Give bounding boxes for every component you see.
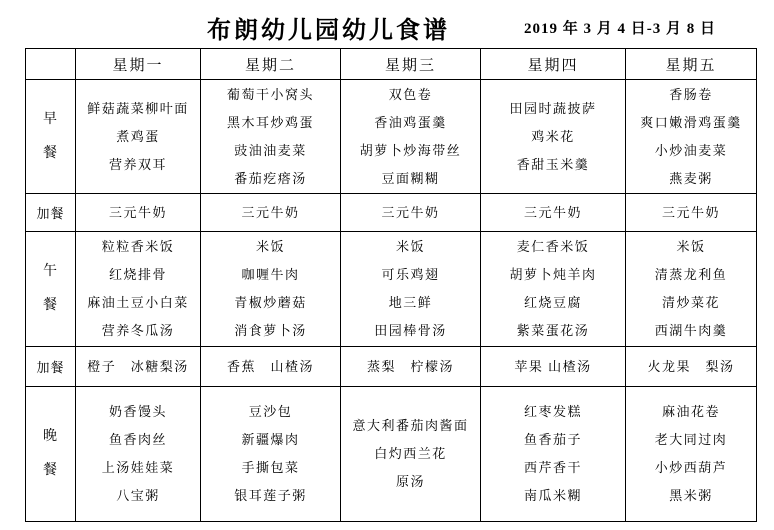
- dish-name: 豉油油麦菜: [234, 142, 307, 158]
- dish-name: 老大同过肉: [654, 432, 728, 447]
- menu-cell: [341, 347, 481, 387]
- menu-row-5: [26, 387, 757, 522]
- dish-name: 豆面糊糊: [381, 170, 440, 186]
- row-label-char: 餐: [43, 298, 58, 313]
- dish-name: 橙子 冰糖梨汤: [87, 358, 189, 374]
- dish-name: 三元牛奶: [108, 204, 167, 220]
- menu-cell: [201, 347, 341, 387]
- menu-row-1: [26, 80, 757, 194]
- menu-cell: [341, 194, 481, 232]
- dish-name: 香蕉 山楂汤: [226, 358, 314, 374]
- dish-name: 鱼香肉丝: [108, 432, 167, 447]
- dish-name: 黑木耳炒鸡蛋: [226, 114, 314, 130]
- row-label-char: 餐: [43, 463, 58, 478]
- menu-cell: [341, 80, 481, 194]
- dish-name: 豆沙包: [248, 404, 293, 419]
- dish-name: 燕麦粥: [669, 170, 713, 186]
- dish-name: 上汤娃娃菜: [101, 460, 175, 475]
- dish-name: 鱼香茄子: [523, 432, 582, 447]
- dish-name: 胡萝卜炖羊肉: [509, 267, 597, 282]
- menu-cell: [76, 347, 201, 387]
- row-label: 加餐: [26, 347, 76, 387]
- day-header-2: 星期二: [201, 49, 341, 80]
- row-label-char: 早: [43, 111, 58, 127]
- menu-cell: [76, 232, 201, 347]
- dish-name: 小炒西葫芦: [654, 460, 728, 475]
- menu-row-3: [26, 232, 757, 347]
- page-title: 布朗幼儿园幼儿食谱: [207, 18, 450, 44]
- menu-cell: [626, 232, 757, 347]
- menu-cell: [341, 232, 481, 347]
- dish-name: 米饭: [255, 239, 285, 254]
- dish-name: 三元牛奶: [661, 204, 720, 220]
- dish-name: 米饭: [395, 239, 425, 254]
- dish-name: 西湖牛肉羹: [654, 323, 728, 338]
- dish-name: 火龙果 梨汤: [647, 358, 735, 374]
- dish-name: 营养双耳: [108, 156, 167, 172]
- table-header-row: [26, 49, 757, 80]
- dish-name: 西芹香干: [523, 460, 582, 475]
- dish-name: 番茄疙瘩汤: [234, 170, 307, 186]
- menu-table: [25, 48, 757, 522]
- dish-name: 红烧排骨: [108, 267, 167, 282]
- dish-name: 银耳莲子粥: [234, 488, 307, 503]
- row-label-char: 餐: [43, 145, 58, 161]
- dish-name: 鸡米花: [531, 128, 575, 144]
- menu-cell: [481, 194, 626, 232]
- dish-name: 麦仁香米饭: [516, 239, 590, 254]
- dish-name: 红烧豆腐: [523, 295, 582, 310]
- dish-name: 三元牛奶: [241, 204, 300, 220]
- dish-name: 青椒炒蘑菇: [234, 295, 307, 310]
- dish-name: 白灼西兰花: [374, 446, 447, 461]
- dish-name: 清炒菜花: [661, 295, 720, 310]
- dish-name: 蒸梨 柠檬汤: [366, 358, 454, 374]
- dish-name: 苹果 山楂汤: [514, 358, 592, 374]
- menu-cell: [201, 232, 341, 347]
- dish-name: 麻油土豆小白菜: [87, 295, 189, 310]
- menu-cell: [626, 194, 757, 232]
- day-header-5: 星期五: [626, 49, 757, 80]
- dish-name: 手撕包菜: [241, 460, 300, 475]
- row-label: [26, 80, 76, 194]
- dish-name: 南瓜米糊: [523, 488, 582, 503]
- dish-name: 爽口嫩滑鸡蛋羹: [640, 114, 742, 130]
- menu-cell: [481, 347, 626, 387]
- dish-name: 葡萄干小窝头: [226, 86, 314, 102]
- dish-name: 三元牛奶: [381, 204, 440, 220]
- dish-name: 香肠卷: [669, 86, 713, 102]
- dish-name: 田园时蔬披萨: [509, 100, 597, 116]
- menu-cell: [341, 387, 481, 522]
- dish-name: 咖喱牛肉: [241, 267, 300, 282]
- row-label-char: 午: [43, 264, 58, 279]
- dish-name: 地三鲜: [388, 295, 433, 310]
- menu-cell: [626, 387, 757, 522]
- dish-name: 清蒸龙利鱼: [654, 267, 728, 282]
- dish-name: 田园棒骨汤: [374, 323, 447, 338]
- dish-name: 煮鸡蛋: [116, 128, 160, 144]
- menu-cell: [201, 194, 341, 232]
- menu-row-2: [26, 194, 757, 232]
- dish-name: 原汤: [395, 474, 425, 489]
- dish-name: 红枣发糕: [523, 404, 582, 419]
- menu-cell: [76, 387, 201, 522]
- menu-cell: [201, 387, 341, 522]
- corner-cell: [26, 49, 76, 80]
- dish-name: 双色卷: [388, 86, 433, 102]
- dish-name: 香甜玉米羹: [516, 156, 590, 172]
- dish-name: 八宝粥: [116, 488, 160, 503]
- dish-name: 香油鸡蛋羹: [374, 114, 447, 130]
- menu-row-4: [26, 347, 757, 387]
- menu-cell: [76, 80, 201, 194]
- dish-name: 奶香馒头: [108, 404, 167, 419]
- menu-cell: [481, 80, 626, 194]
- menu-cell: [201, 80, 341, 194]
- row-label-char: 晚: [43, 429, 58, 444]
- dish-name: 黑米粥: [669, 488, 713, 503]
- dish-name: 消食萝卜汤: [234, 323, 307, 338]
- dish-name: 麻油花卷: [661, 404, 720, 419]
- day-header-4: 星期四: [481, 49, 626, 80]
- dish-name: 意大利番茄肉酱面: [352, 418, 469, 433]
- row-label: [26, 387, 76, 522]
- menu-cell: [481, 387, 626, 522]
- row-label: [26, 232, 76, 347]
- dish-name: 米饭: [676, 239, 706, 254]
- dish-name: 小炒油麦菜: [654, 142, 728, 158]
- menu-cell: [76, 194, 201, 232]
- dish-name: 可乐鸡翅: [381, 267, 440, 282]
- dish-name: 胡萝卜炒海带丝: [359, 142, 462, 158]
- date-range: 2019 年 3 月 4 日-3 月 8 日: [524, 21, 716, 37]
- dish-name: 营养冬瓜汤: [101, 323, 175, 338]
- dish-name: 鲜菇蔬菜柳叶面: [87, 100, 189, 116]
- dish-name: 新疆爆肉: [241, 432, 300, 447]
- dish-name: 紫菜蛋花汤: [516, 323, 590, 338]
- day-header-1: 星期一: [76, 49, 201, 80]
- menu-cell: [481, 232, 626, 347]
- menu-cell: [626, 347, 757, 387]
- dish-name: 粒粒香米饭: [101, 239, 175, 254]
- dish-name: 三元牛奶: [523, 204, 582, 220]
- menu-cell: [626, 80, 757, 194]
- day-header-3: 星期三: [341, 49, 481, 80]
- row-label: 加餐: [26, 194, 76, 232]
